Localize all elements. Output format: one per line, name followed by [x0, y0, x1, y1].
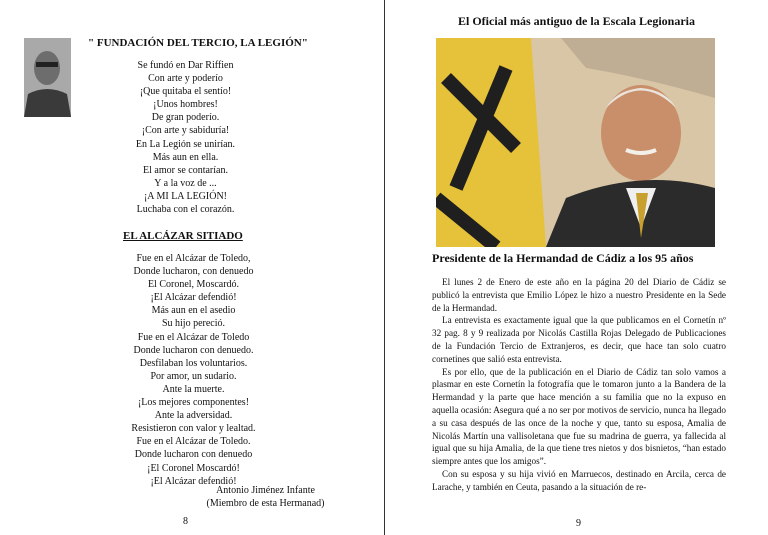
right-page — [385, 0, 768, 535]
poem-line: El amor se contarían. — [143, 164, 228, 176]
poem-line: De gran poderío. — [151, 112, 220, 124]
poem-line: Más aun en ella. — [152, 151, 219, 163]
poem-line: Resistieron con valor y lealtad. — [131, 423, 256, 435]
article-paragraph: La entrevista es exactamente igual que la que publicamos en el Cornetín nº 32 pag. 8 y 9 realizada por Nicolás Castilla Rojas Delegado de Publicaciones de la Fundación Tercio de Extranjeros, es decir, que hace tan solo cuatro cornetines que salió esta entrevista. — [432, 315, 726, 364]
poem-line: Fue en el Alcázar de Toledo, — [136, 253, 251, 264]
poem-line: Fue en el Alcázar de Toledo. — [136, 436, 251, 448]
poem-alcazar — [96, 252, 291, 488]
article-paragraph: Es por ello, que de la publicación en el Diario de Cádiz tan solo vamos a plasmar en este Cornetín la fotografía que le tomaron junto a la Bandera de la Hermandad y la parte que hace mención a su familia que no la expuso en aquella ocasión: Asegura qué a no ser por motivos de servicio, nunca ha llegado a su casa después de las once de la noche y que, tanto su esposa, Amalia de Nicolás Martín una vallisoletana que fue su madrina de guerra, ya fallecida al igual que su hija Amalia, de la que tiene tres nietos y dos bisnietos, “han estado siempre antes que los amigos”. — [432, 366, 726, 467]
poem-line: ¡Que quitaba el sentío! — [139, 86, 232, 98]
poem-line: Se fundó en Dar Riffien — [137, 60, 234, 71]
poem-line: ¡El Alcázar defendió! — [150, 475, 237, 487]
poem-author — [178, 484, 353, 510]
author-portrait-photo — [24, 38, 71, 117]
poem-line: Donde lucharon con denuedo. — [133, 344, 254, 356]
poem-line: ¡El Coronel Moscardó! — [147, 462, 240, 474]
article-paragraph: El lunes 2 de Enero de este año en la página 20 del Diario de Cádiz se publicó la entrevista que Emilio López le hizo a nuestro Presidente en la Sede de la Hermandad. — [432, 277, 726, 313]
poem-line: Con arte y poderío — [148, 73, 223, 85]
poem-line: Más aun en el asedio — [151, 305, 236, 317]
poem-fundacion — [88, 59, 283, 216]
poem-line: El Coronel, Moscardó. — [147, 279, 240, 291]
poem-line: Donde lucharon con denuedo — [134, 449, 253, 461]
author-affiliation: (Miembro de esta Hermanad) — [206, 498, 325, 509]
poem-line: ¡Con arte y sabiduría! — [141, 125, 230, 137]
poem-title-alcazar: EL ALCÁZAR SITIADO — [123, 230, 243, 242]
poem-line: ¡Los mejores componentes! — [137, 397, 250, 409]
article-body — [432, 276, 726, 494]
article-title: El Oficial más antiguo de la Escala Legionaria — [457, 14, 695, 28]
poem-line: Ante la adversidad. — [154, 410, 233, 422]
poem-line: Desfilaban los voluntarios. — [139, 357, 248, 369]
page-number-right: 9 — [576, 518, 581, 529]
president-with-flag-photo — [436, 38, 715, 247]
poem-line: ¡El Alcázar defendió! — [150, 292, 237, 304]
poem-line: Ante la muerte. — [162, 383, 225, 395]
poem-line: En La Legión se unirían. — [135, 138, 236, 150]
article-subtitle: Presidente de la Hermandad de Cádiz a los 95 años — [432, 251, 694, 265]
poem-line: ¡Unos hombres! — [153, 99, 218, 111]
poem-line: Fue en el Alcázar de Toledo — [137, 331, 250, 343]
article-paragraph: Con su esposa y su hija vivió en Marruecos, destinado en Arcila, cerca de Larache, y también en Ceuta, pasando a la situación de re- — [432, 468, 726, 492]
poem-line: Su hijo pereció. — [161, 318, 226, 330]
author-name: Antonio Jiménez Infante — [216, 485, 315, 496]
poem-line: ¡A MI LA LEGIÓN! — [143, 190, 228, 202]
page-number-left: 8 — [183, 516, 188, 527]
poem-line: Donde lucharon, con denuedo — [133, 266, 254, 278]
poem-title-fundacion: " FUNDACIÓN DEL TERCIO, LA LEGIÓN" — [88, 37, 308, 49]
poem-line: Y a la voz de ... — [154, 177, 217, 189]
poem-line: Por amor, un sudario. — [150, 370, 237, 382]
poem-line: Luchaba con el corazón. — [136, 204, 235, 216]
